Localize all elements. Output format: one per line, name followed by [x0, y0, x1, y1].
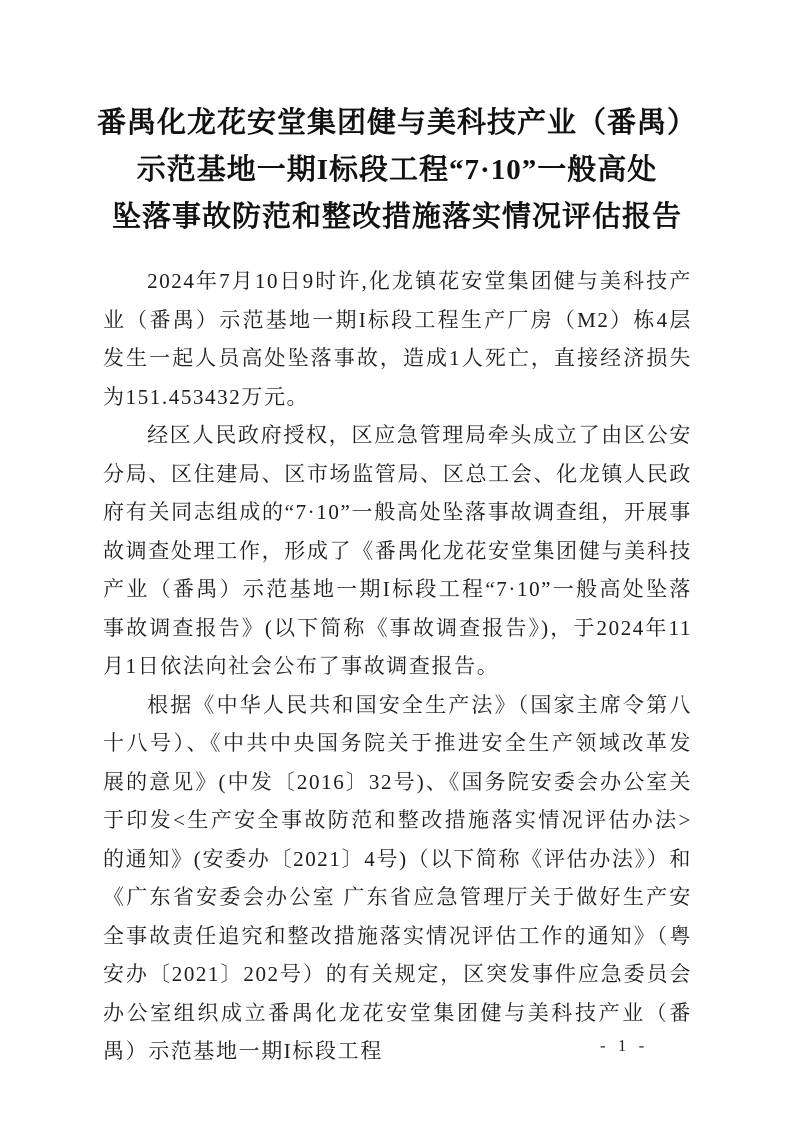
paragraph-incident-summary: 2024年7月10日9时许,化龙镇花安堂集团健与美科技产业（番禺）示范基地一期I标段工程生产厂房（M2）栋4层发生一起人员高处坠落事故，造成1人死亡，直接经济损失为151.453432万元。: [103, 269, 692, 409]
paragraph-investigation-team: 经区人民政府授权，区应急管理局牵头成立了由区公安分局、区住建局、区市场监管局、区总工会、化龙镇人民政府有关同志组成的“7·10”一般高处坠落事故调查组，开展事故调查处理工作，形成了《番禺化龙花安堂集团健与美科技产业（番禺）示范基地一期I标段工程“7·10”一般高处坠落事故调查报告》(以下简称《事故调查报告》)，于2024年11月1日依法向社会公布了事故调查报告。: [103, 423, 692, 678]
title-line-3: 坠落事故防范和整改措施落实情况评估报告: [111, 201, 682, 233]
page-number: - 1 -: [596, 1036, 648, 1056]
paragraph-legal-basis: 根据《中华人民共和国安全生产法》（国家主席令第八十八号）、《中共中央国务院关于推进安全生产领域改革发展的意见》(中发〔2016〕32号)、《国务院安委会办公室关于印发<生产安全事故防范和整改措施落实情况评估办法>的通知》(安委办〔2021〕4号)（以下简称《评估办法》）和《广东省安委会办公室 广东省应急管理厅关于做好生产安全事故责任追究和整改措施落实情况评估工作的通知》（粤安办〔2021〕202号）的有关规定，区突发事件应急委员会办公室组织成立番禺化龙花安堂集团健与美科技产业（番禺）示范基地一期I标段工程: [103, 692, 692, 1063]
title-line-1: 番禺化龙花安堂集团健与美科技产业（番禺）: [96, 107, 697, 139]
document-body: [103, 262, 692, 1071]
document-title: [0, 0, 794, 241]
title-line-2: 示范基地一期I标段工程“7·10”一般高处: [136, 154, 658, 186]
